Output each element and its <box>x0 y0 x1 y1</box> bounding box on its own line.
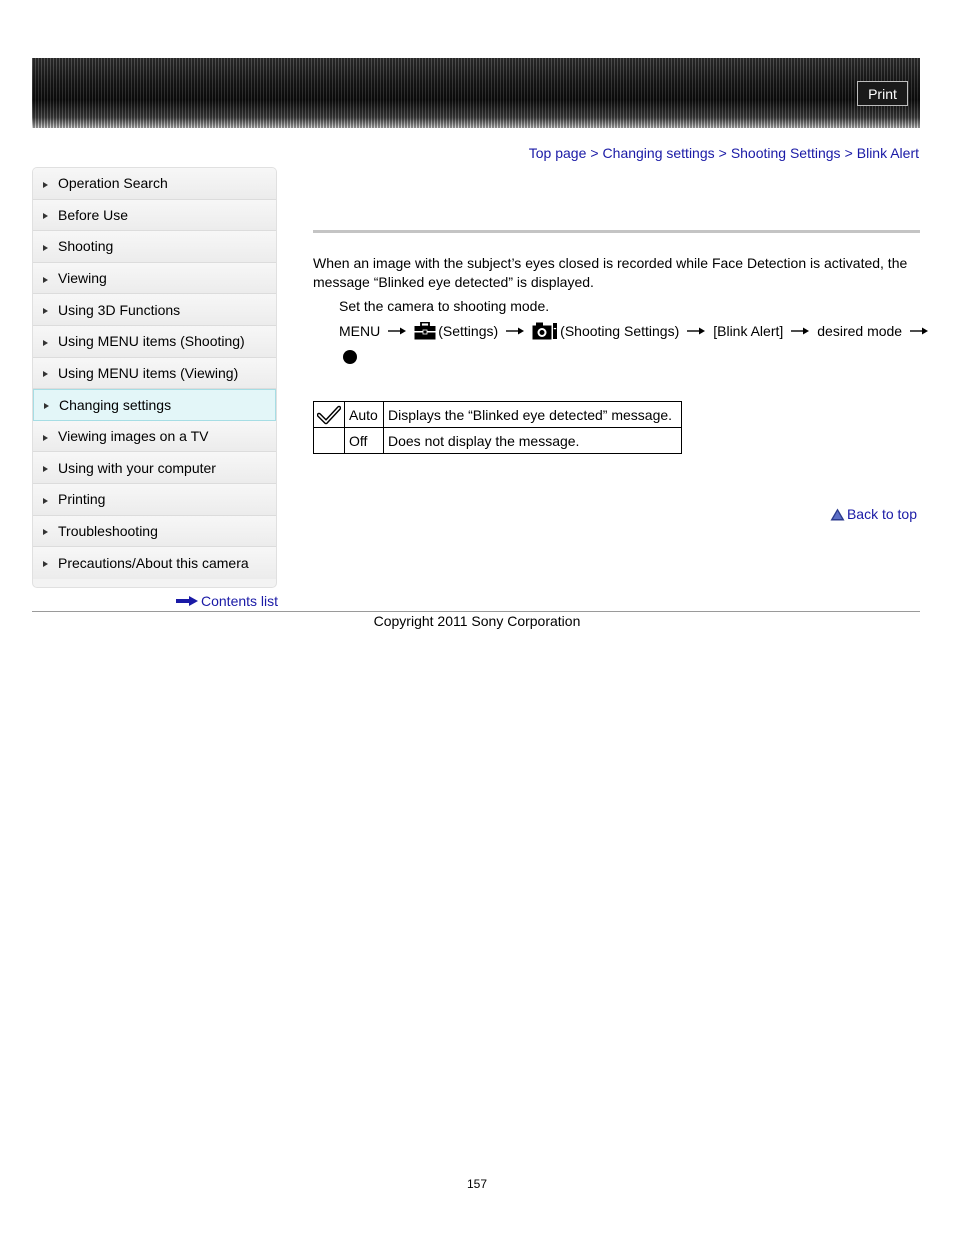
breadcrumb-changing-settings[interactable]: Changing settings <box>602 145 715 161</box>
step-1-text: Set the camera to shooting mode. <box>339 298 550 314</box>
table-row <box>314 402 682 428</box>
sidebar-item-viewing[interactable] <box>33 263 276 295</box>
triangle-right-icon <box>43 308 48 314</box>
mode-name-cell: Auto <box>345 402 384 428</box>
sidebar-item-label: Using MENU items (Viewing) <box>58 364 239 381</box>
footer-divider <box>32 611 920 612</box>
triangle-right-icon <box>43 213 48 219</box>
sidebar-item-label: Precautions/About this camera <box>58 554 249 571</box>
breadcrumb-top-page[interactable]: Top page <box>528 145 587 161</box>
sidebar-item-label: Using 3D Functions <box>58 301 181 318</box>
triangle-right-icon <box>43 529 48 535</box>
sidebar-item-viewing-on-tv[interactable] <box>33 421 276 453</box>
mode-table <box>313 401 682 454</box>
contents-list-link[interactable] <box>176 593 278 609</box>
arrow-right-icon <box>176 596 198 606</box>
sidebar-item-3d-functions[interactable] <box>33 294 276 326</box>
breadcrumb <box>529 145 919 161</box>
desired-mode-label: desired mode <box>817 323 903 339</box>
sidebar-nav <box>32 167 277 588</box>
sidebar-item-menu-shooting[interactable] <box>33 326 276 358</box>
sidebar-item-printing[interactable] <box>33 484 276 516</box>
shooting-settings-label: (Shooting Settings) <box>560 323 680 339</box>
arrow-right-icon <box>506 327 524 335</box>
triangle-up-icon <box>830 508 845 521</box>
table-row <box>314 428 682 454</box>
back-to-top-label: Back to top <box>846 506 917 522</box>
mode-description-cell: Does not display the message. <box>384 428 682 454</box>
blink-alert-label: [Blink Alert] <box>713 323 784 339</box>
default-checkmark-icon <box>317 405 341 425</box>
triangle-right-icon <box>43 340 48 346</box>
sidebar-item-computer[interactable] <box>33 452 276 484</box>
triangle-right-icon <box>43 498 48 504</box>
breadcrumb-blink-alert[interactable]: Blink Alert <box>856 145 919 161</box>
sidebar-item-label: Changing settings <box>59 396 172 413</box>
sidebar-item-label: Using MENU items (Shooting) <box>58 333 245 350</box>
sidebar-item-label: Before Use <box>58 206 129 223</box>
contents-list-label: Contents list <box>201 593 279 609</box>
triangle-right-icon <box>43 277 48 283</box>
sidebar-item-menu-viewing[interactable] <box>33 358 276 390</box>
camera-settings-icon <box>532 322 558 340</box>
page-number: 157 <box>466 1177 488 1191</box>
breadcrumb-shooting-settings[interactable]: Shooting Settings <box>730 145 841 161</box>
sidebar-item-precautions[interactable] <box>33 547 276 579</box>
sidebar-item-label: Using with your computer <box>58 459 216 476</box>
toolbox-settings-icon <box>414 322 436 340</box>
mode-description-cell: Displays the “Blinked eye detected” message. <box>384 402 682 428</box>
header-banner <box>32 58 920 128</box>
triangle-right-icon <box>43 561 48 567</box>
arrow-right-icon <box>910 327 928 335</box>
breadcrumb-separator: > <box>718 145 727 161</box>
sidebar-item-label: Operation Search <box>58 175 168 192</box>
settings-label: (Settings) <box>438 323 499 339</box>
arrow-right-icon <box>687 327 705 335</box>
arrow-right-icon <box>791 327 809 335</box>
back-to-top-link[interactable] <box>830 506 917 522</box>
copyright-text: Copyright 2011 Sony Corporation <box>373 613 581 629</box>
print-button[interactable]: Print <box>857 81 908 106</box>
sidebar-item-label: Viewing <box>58 270 107 287</box>
breadcrumb-separator: > <box>844 145 853 161</box>
triangle-right-icon <box>43 371 48 377</box>
mode-name-cell: Off <box>345 428 384 454</box>
triangle-right-icon <box>43 466 48 472</box>
sidebar-item-label: Viewing images on a TV <box>58 428 209 445</box>
empty-check-cell <box>314 428 345 454</box>
sidebar-item-troubleshooting[interactable] <box>33 516 276 548</box>
triangle-right-icon <box>43 245 48 251</box>
default-check-cell <box>314 402 345 428</box>
title-divider <box>313 230 920 233</box>
menu-label: MENU <box>339 323 381 339</box>
breadcrumb-separator: > <box>590 145 599 161</box>
arrow-right-icon <box>388 327 406 335</box>
confirm-button-icon <box>343 350 357 364</box>
sidebar-item-label: Shooting <box>58 238 114 255</box>
sidebar-item-shooting[interactable] <box>33 231 276 263</box>
sidebar-item-label: Troubleshooting <box>58 522 158 539</box>
triangle-right-icon <box>43 435 48 441</box>
sidebar-item-operation-search[interactable] <box>33 168 276 200</box>
triangle-right-icon <box>43 182 48 188</box>
step-2-instruction <box>339 322 921 340</box>
intro-text: When an image with the subject’s eyes closed is recorded while Face Detection is activated, the message “Blinked eye detected” is displayed. <box>313 255 908 290</box>
sidebar-item-label: Printing <box>58 491 106 508</box>
triangle-right-icon <box>44 403 49 409</box>
sidebar-item-before-use[interactable] <box>33 200 276 232</box>
sidebar-item-changing-settings[interactable] <box>33 389 276 421</box>
